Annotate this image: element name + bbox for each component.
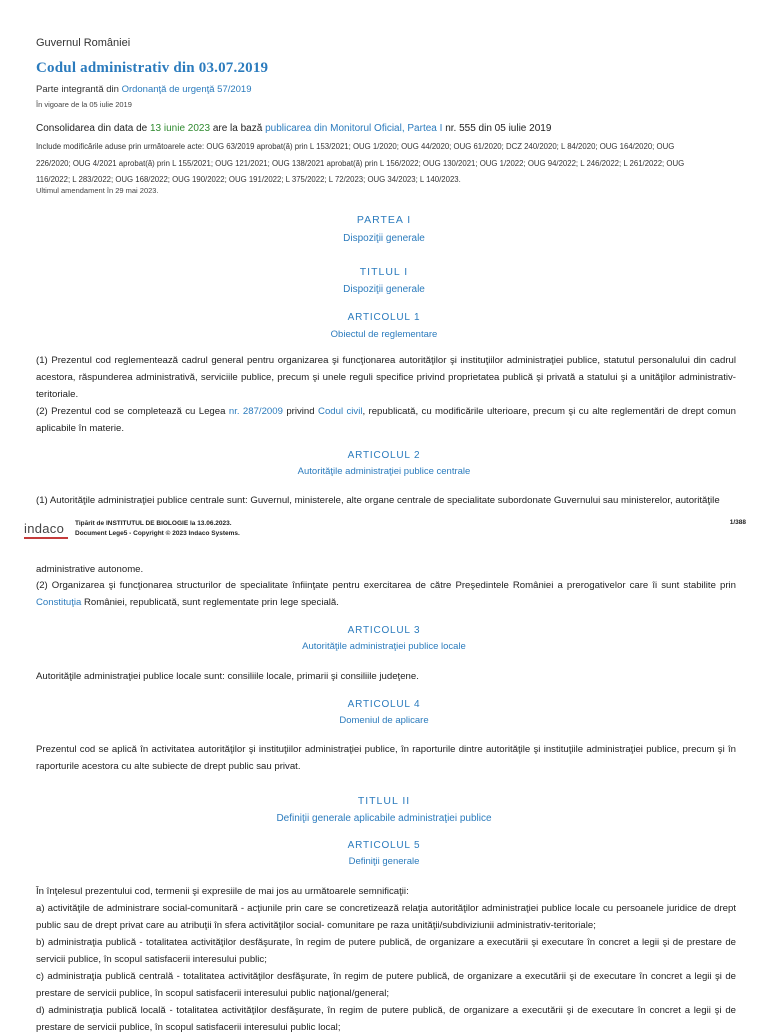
logo-text: indaco <box>24 521 65 536</box>
consolidation-suffix: nr. 555 din 05 iulie 2019 <box>445 123 552 134</box>
article-paragraph: (1) Autorităţile administraţiei publice centrale sunt: Guvernul, ministerele, alte organe centrale de specialitate subordonate Guvernului sau ministerelor, autorităţile <box>36 495 720 506</box>
indaco-logo <box>24 521 64 536</box>
page-number: 1/388 <box>729 519 746 526</box>
part-heading: PARTEA I <box>356 214 412 226</box>
last-amendment: Ultimul amendament în 29 mai 2023. <box>36 186 159 195</box>
consolidation-date: 13 iunie 2023 <box>149 123 211 134</box>
article-heading: ARTICOLUL 3 <box>347 625 421 636</box>
civil-code-link[interactable]: Codul civil <box>318 406 363 417</box>
logo-underline <box>24 537 68 539</box>
consolidation-prefix: Consolidarea din data de <box>36 123 148 134</box>
article-subheading: Autorităţile administraţiei publice centrale <box>297 466 471 477</box>
paragraph-text: (2) Organizarea şi funcţionarea structurilor de specialitate înfiinţate pentru exercitarea de către Preşedintele României a prerogativelor care îi sunt stabilite prin <box>36 580 736 591</box>
document-title: Codul administrativ din 03.07.2019 <box>36 60 269 76</box>
part-of-prefix: Parte integrantă din <box>36 84 119 95</box>
definition-item: a) activităţile de administrare social-comunitară - acţiunile prin care se concretizează relaţia autorităţilor administraţiei publice locale cu persoanele juridice de drept public sau de drept privat care au atribuţii în sfera activităţilor social- comunitare pe raza unităţii/subdiviziunii administrativ-teritoriale; <box>36 903 736 931</box>
title-heading: TITLUL II <box>357 795 411 807</box>
article-paragraph <box>36 883 736 1036</box>
article-paragraph <box>36 403 736 437</box>
article-subheading: Obiectul de reglementare <box>330 329 438 340</box>
definitions-intro: În înţelesul prezentului cod, termenii şi expresiile de mai jos au următoarele semnificaţii: <box>36 886 409 897</box>
title-subheading: Definiţii generale aplicabile administraţiei publice <box>276 813 492 824</box>
paragraph-text: privind <box>286 406 315 417</box>
title-heading: TITLUL I <box>359 266 409 278</box>
article-subheading: Domeniul de aplicare <box>339 715 429 726</box>
article-heading: ARTICOLUL 4 <box>347 699 421 710</box>
article-heading: ARTICOLUL 1 <box>347 312 421 323</box>
copyright-info: Document Lege5 - Copyright © 2023 Indaco Systems. <box>75 530 240 537</box>
amending-acts-line[interactable]: 116/2022; L 283/2022; OUG 168/2022; OUG 190/2022; OUG 191/2022; L 375/2022; L 72/2023; OUG 34/2023; L 140/2023. <box>36 175 461 184</box>
article-paragraph <box>36 577 736 611</box>
part-subheading: Dispoziţii generale <box>343 233 425 244</box>
paragraph-text: , republicată, cu modificările ulterioare, precum şi cu alte reglementări de drept comun aplicabile în materie. <box>36 406 736 434</box>
paragraph-text: României, republicată, sunt reglementate prin lege specială. <box>84 597 339 608</box>
article-paragraph: (1) Prezentul cod reglementează cadrul general pentru organizarea şi funcţionarea autorităţilor şi instituţiilor administraţiei publice, statutul personalului din cadrul acestora, răspunderea administrativă, serviciile publice, precum şi unele reguli specifice privind proprietatea publică şi privată a statului şi a unităţilor administrativ-teritoriale. <box>36 355 736 400</box>
article-paragraph: administrative autonome. <box>36 564 144 575</box>
title-subheading: Dispoziţii generale <box>343 284 425 295</box>
law-287-link[interactable]: nr. 287/2009 <box>228 406 283 417</box>
amending-acts-line[interactable]: Include modificările aduse prin următoarele acte: OUG 63/2019 aprobat(ă) prin L 153/2021; OUG 1/2020; OUG 44/2020; OUG 61/2020; DCZ 240/2020; L 84/2020; OUG 164/2020; OUG <box>36 142 675 151</box>
in-force-date: În vigoare de la 05 iulie 2019 <box>36 100 132 109</box>
article-heading: ARTICOLUL 5 <box>347 840 421 851</box>
article-subheading: Definiţii generale <box>348 856 420 867</box>
constitution-link[interactable]: Constituţia <box>36 597 82 608</box>
issuer-name: Guvernul României <box>36 37 131 49</box>
article-paragraph: Prezentul cod se aplică în activitatea autorităţilor şi instituţiilor administraţiei publice, în raporturile dintre autorităţile şi instituţiile administraţiei publice, precum şi în raporturile acestora cu alte subiecte de drept public sau privat. <box>36 744 736 772</box>
print-info: Tipărit de INSTITUTUL DE BIOLOGIE la 13.06.2023. <box>75 520 232 527</box>
definition-item: d) administraţia publică locală - totalitatea activităţilor desfăşurate, în regim de putere publică, de organizare a executării şi de executare în concret a legii şi de prestare de servicii publice, în scopul satisfacerii interesului public local; <box>36 1005 736 1033</box>
article-subheading: Autorităţile administraţiei publice locale <box>302 641 466 652</box>
article-heading: ARTICOLUL 2 <box>347 450 421 461</box>
amending-acts-list <box>36 139 742 189</box>
definition-item: c) administraţia publică centrală - totalitatea activităţilor desfăşurate, în regim de putere publică, de organizare a executării şi de executare în concret a legii şi de prestare de servicii publice, în scopul satisfacerii interesului public naţional/general; <box>36 971 736 999</box>
paragraph-text: (2) Prezentul cod se completează cu Legea <box>36 406 226 417</box>
part-of-line <box>36 84 252 95</box>
monitor-oficial-link[interactable]: publicarea din Monitorul Oficial, Partea I <box>265 123 443 134</box>
article-paragraph: Autorităţile administraţiei publice locale sunt: consiliile locale, primarii şi consiliile judeţene. <box>36 671 419 682</box>
amending-acts-line[interactable]: 226/2020; OUG 4/2021 aprobat(ă) prin L 155/2021; OUG 121/2021; OUG 138/2021 aprobat(ă) prin L 156/2022; OUG 130/2021; OUG 1/2022; OUG 94/2022; L 246/2022; L 261/2022; OUG <box>36 158 685 168</box>
print-footer <box>75 519 240 539</box>
ordinance-link[interactable]: Ordonanţă de urgenţă 57/2019 <box>121 84 252 95</box>
consolidation-middle: are la bază <box>212 123 263 134</box>
consolidation-line <box>36 123 551 134</box>
definition-item: b) administraţia publică - totalitatea activităţilor desfăşurate, în regim de putere publică, de organizare a executării şi executare în concret a legii şi de prestare de servicii publice, în scopul satisfacerii interesului public; <box>36 937 736 965</box>
